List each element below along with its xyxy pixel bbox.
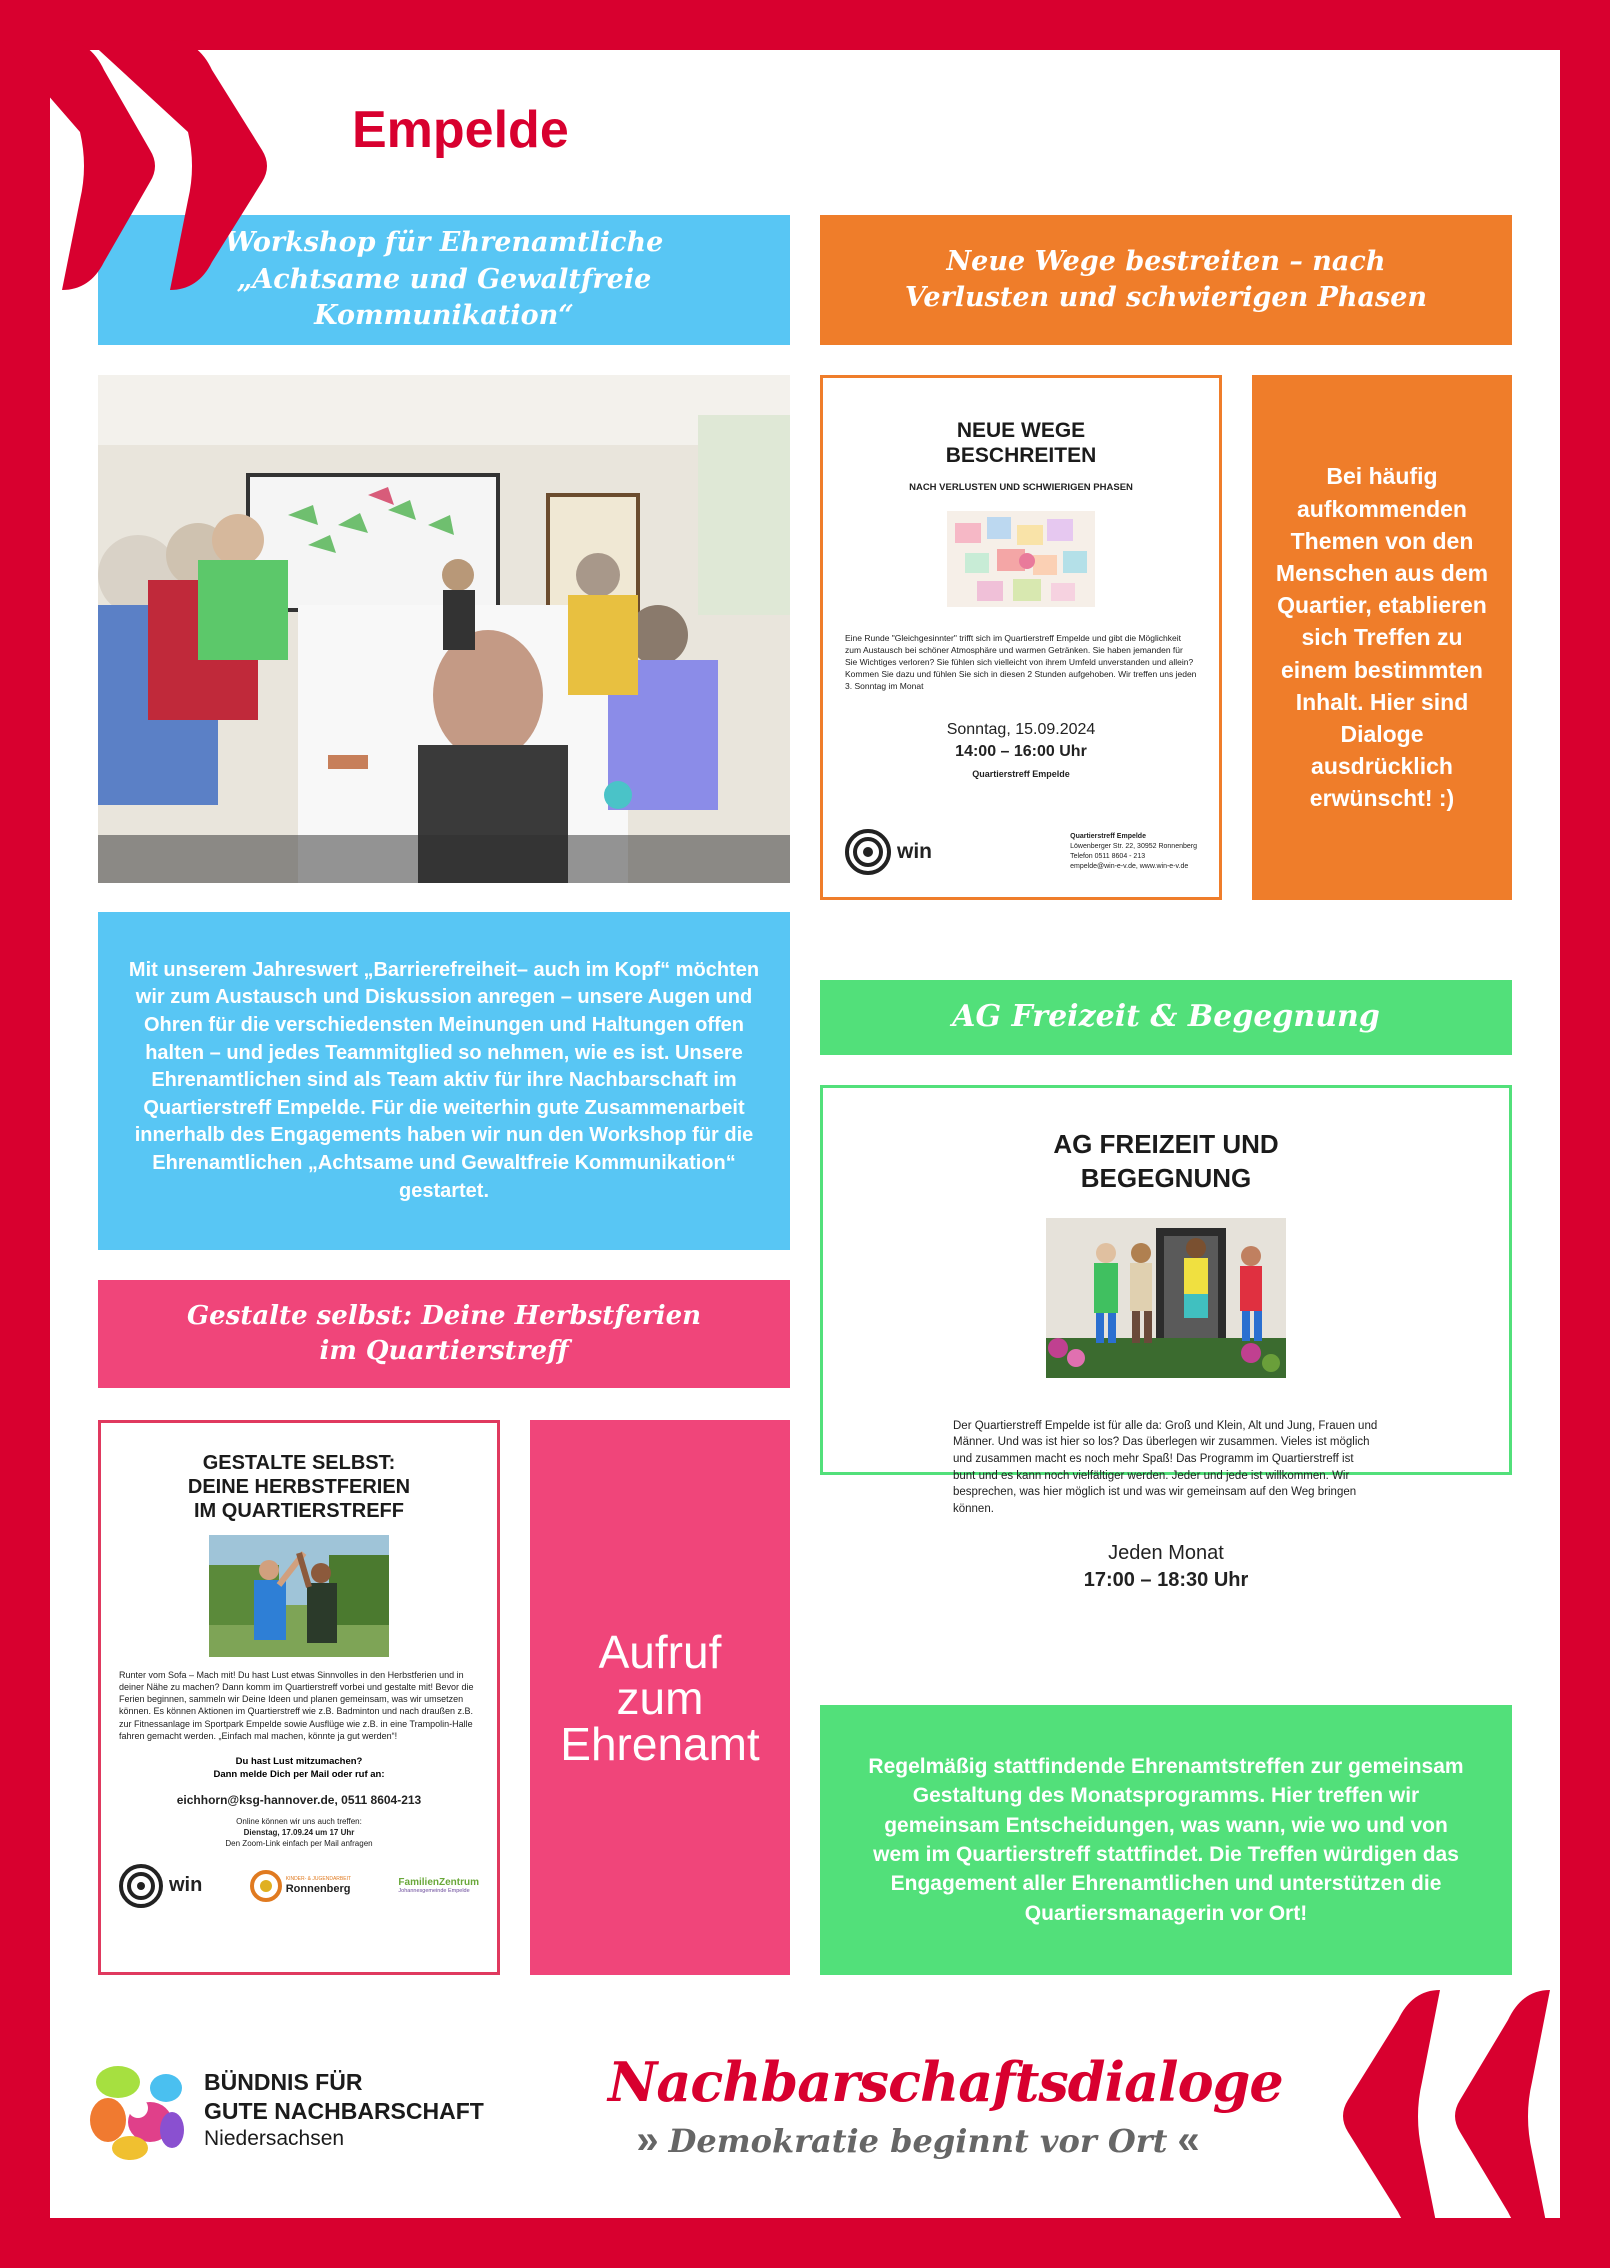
neue-wege-header [820, 215, 1512, 345]
chevron-quote-bottom-icon [1300, 1990, 1560, 2268]
chevron-quote-top-icon [0, 0, 300, 290]
brand-sub: Demokratie beginnt vor Ort [668, 2121, 1168, 2160]
ag-header: AG Freizeit & Begegnung [820, 980, 1512, 1055]
neue-wege-side-text: Bei häufig aufkommenden Themen von den Menschen aus dem Quartier, etablieren sich Treffen zu einem bestimmten Inhalt. Hier sind Dialoge ausdrücklich erwünscht! :) [1252, 375, 1512, 900]
neue-wege-flyer [820, 375, 1222, 900]
win-swirl-icon [119, 1864, 163, 1908]
ag-flyer-title2: BEGEGNUNG [1080, 1162, 1252, 1193]
herbst-flyer-photo [209, 1535, 389, 1657]
ag-flyer-time: 17:00 – 18:30 Uhr [1083, 1568, 1249, 1591]
ronnenberg-text: Ronnenberg [285, 1882, 351, 1895]
aufruf-box [530, 1420, 790, 1975]
herbst-flyer-body: Runter vom Sofa – Mach mit! Du hast Lust etwas Sinnvolles in den Herbstferien und in deiner Nähe zu machen? Dann komm im Quartierstreff vorbei und gestalte mit! Bevor die Ferien beginnen, sammeln wir Deine Ideen und planen gemeinsam, was wir umsetzen können. Es können Aktionen im Quartierstreff wie z.B. Badminton und nach draußen z.B. zur Fitnessanlage im Sportpark Empelde sowie Ausflüge wie z.B. in eine Trampolin-Halle fahren gemacht werden. „Einfach mal machen, könnte ja gut werden“! [119, 1670, 474, 1741]
neue-wege-flyer-subtitle: NACH VERLUSTEN UND SCHWIERIGEN PHASEN [909, 482, 1133, 494]
neue-wege-flyer-date: Sonntag, 15.09.2024 [946, 720, 1096, 738]
ronnenberg-emblem-icon [250, 1870, 282, 1902]
aufruf-line1: Aufruf [598, 1625, 722, 1678]
aufruf-line2: zum [616, 1671, 704, 1724]
neue-wege-flyer-photo [947, 511, 1095, 607]
neue-wege-address-phone: Telefon 0511 8604 - 213 [1070, 852, 1146, 860]
ag-flyer-body: Der Quartierstreff Empelde ist für alle da: Groß und Klein, Alt und Jung, Frauen und Männer. Und was ist hier so los? Das überlegen wir zusammen. Vieles ist möglich und zusammen macht es noch mehr Spaß! Das Programm im Quartierstreff ist bunt und es kann noch vielfältiger werden. Jeder und jede ist willkommen. Wir besprechen, was hier möglich ist und was wir gemeinsam auf den Weg bringen können. [953, 1419, 1378, 1515]
ronnenberg-small: KINDER- & JUGENDARBEIT [285, 1876, 352, 1883]
herbst-flyer-cta2: Dann melde Dich per Mail oder ruf an: [213, 1768, 385, 1780]
ag-flyer-when: Jeden Monat [1108, 1541, 1224, 1564]
herbst-header-line2: im Quartierstreff [319, 1336, 569, 1366]
neue-wege-flyer-title2: BESCHREITEN [945, 444, 1097, 468]
herbst-flyer-online2: Dienstag, 17.09.24 um 17 Uhr [243, 1828, 355, 1838]
workshop-photo [98, 375, 790, 883]
neue-wege-flyer-body: Eine Runde "Gleichgesinnter" trifft sich im Quartierstreff Empelde und gibt die Möglichkeit zum Austausch bei schöner Atmosphäre und warmen Getränken. Sie haben jemanden für Sie Wichtiges verloren? Sie fühlen sich vielleicht von ihrem Umfeld unverstanden und allein? Kommen Sie dazu und fühlen Sie sich in diesen 2 Stunden aufgehoben. Wir treffen uns jeden 3. Sonntag im Monat [845, 633, 1197, 691]
ag-flyer [820, 1085, 1512, 1591]
herbst-flyer-online1: Online können wir uns auch treffen: [236, 1817, 362, 1827]
herbst-header-line1: Gestalte selbst: Deine Herbstferien [186, 1300, 702, 1331]
buendnis-line1: BÜNDNIS FÜR [204, 2069, 363, 2096]
neue-wege-flyer-time: 14:00 – 16:00 Uhr [955, 742, 1087, 760]
neue-wege-flyer-venue: Quartierstreff Empelde [972, 768, 1070, 779]
herbst-flyer-title1: GESTALTE SELBST: [202, 1452, 396, 1474]
win-logo [119, 1864, 202, 1908]
neue-wege-win-logo [845, 829, 932, 875]
neue-wege-address-name: Quartierstreff Empelde [1070, 833, 1146, 841]
page-title: Empelde [352, 101, 569, 159]
neue-wege-address-web[interactable]: empelde@win-e-v.de, www.win-e-v.de [1070, 862, 1189, 870]
workshop-header-line2: „Achtsame und Gewaltfreie Kommunikation“ [236, 263, 652, 332]
familienzentrum-logo [398, 1877, 479, 1894]
buendnis-flower-icon [88, 2060, 188, 2160]
herbst-flyer [98, 1420, 500, 1975]
workshop-text: Mit unserem Jahreswert „Barrierefreiheit– auch im Kopf“ möchten wir zum Austausch und Diskussion anregen – unsere Augen und Ohren für die verschiedensten Meinungen und Haltungen offen halten – und jedes Teammitglied so nehmen, wie es ist. Unsere Ehrenamtlichen sind als Team aktiv für ihre Nachbarschaft im Quartierstreff Empelde. Für die weiterhin gute Zusammenarbeit innerhalb des Engagements haben wir nun den Workshop für die Ehrenamtlichen „Achtsame und Gewaltfreie Kommunikation“ gestartet. [98, 912, 790, 1250]
neue-wege-header-line2: Verlusten und schwierigen Phasen [904, 282, 1428, 313]
familien-text: FamilienZentrum [398, 1877, 479, 1889]
brand-block [608, 2050, 1283, 2163]
herbst-flyer-contact[interactable]: eichhorn@ksg-hannover.de, 0511 8604-213 [176, 1793, 422, 1808]
ag-text: Regelmäßig stattfindende Ehrenamtstreffen zur gemeinsam Gestaltung des Monatsprogramms. Hier treffen wir gemeinsam Entscheidungen, was wann, wie wo und von wem im Quartierstreff stattfindet. Die Treffen würdigen das Engagement aller Ehrenamtlichen und unterstützen die Quartiersmanagerin vor Ort! [820, 1705, 1512, 1975]
brand-quote-open: » [636, 2118, 659, 2162]
win-swirl-icon [845, 829, 891, 875]
win-logo-text: win [169, 1874, 203, 1897]
buendnis-line3: Niedersachsen [204, 2126, 345, 2150]
neue-wege-address-street: Löwenberger Str. 22, 30952 Ronnenberg [1070, 843, 1197, 851]
buendnis-line2: GUTE NACHBARSCHAFT [204, 2097, 484, 2124]
herbst-flyer-cta1: Du hast Lust mitzumachen? [235, 1755, 363, 1767]
workshop-room-illustration [98, 375, 790, 883]
ag-flyer-photo [1046, 1218, 1286, 1378]
neue-wege-win-text: win [897, 839, 932, 863]
ag-flyer-title1: AG FREIZEIT UND [1053, 1129, 1279, 1159]
ronnenberg-logo [250, 1870, 351, 1902]
herbst-header [98, 1280, 790, 1388]
brand-title: Nachbarschaftsdialoge [608, 2050, 1283, 2114]
herbst-flyer-online3: Den Zoom-Link einfach per Mail anfragen [225, 1839, 373, 1849]
buendnis-logo [88, 2060, 484, 2160]
aufruf-line3: Ehrenamt [560, 1717, 760, 1770]
neue-wege-header-line1: Neue Wege bestreiten – nach [946, 245, 1386, 277]
brand-quote-close: « [1177, 2118, 1200, 2162]
neue-wege-flyer-title1: NEUE WEGE [956, 419, 1086, 442]
workshop-header-line1: Workshop für Ehrenamtliche [224, 227, 664, 259]
herbst-flyer-title2: DEINE HERBSTFERIEN [187, 1476, 411, 1498]
familien-sub: Johannesgemeinde Empelde [398, 1888, 470, 1895]
herbst-flyer-title3: IM QUARTIERSTREFF [194, 1500, 404, 1522]
